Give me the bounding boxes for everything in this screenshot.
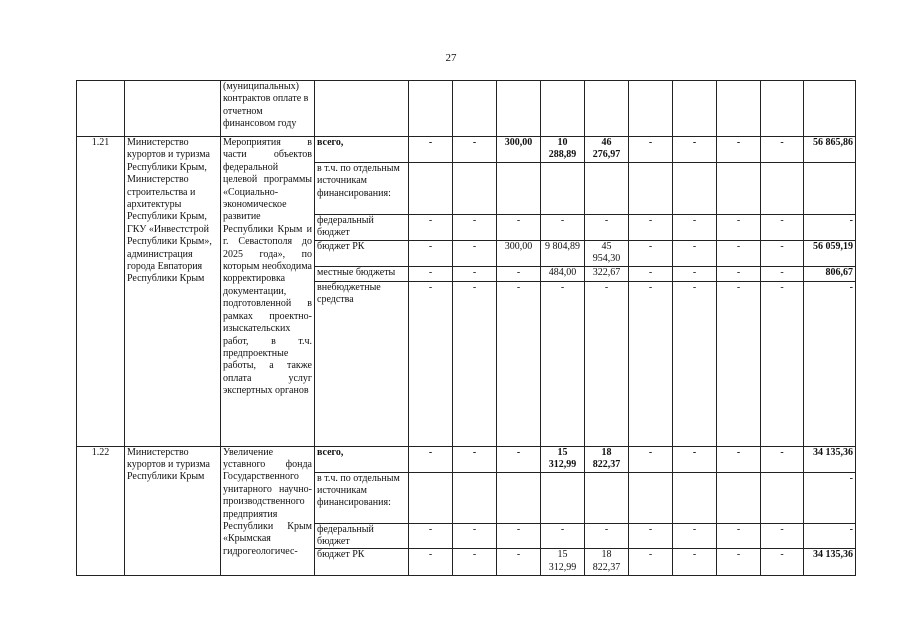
- value-cell: -: [409, 266, 453, 281]
- value-cell: -: [717, 137, 761, 163]
- value-cell: -: [585, 214, 629, 240]
- total-cell: 806,67: [804, 266, 856, 281]
- value-cell: -: [761, 446, 804, 472]
- value-cell: [541, 472, 585, 523]
- value-cell: -: [761, 214, 804, 240]
- value-cell: -: [453, 549, 497, 576]
- cell: [804, 81, 856, 137]
- value-cell: [761, 472, 804, 523]
- cell: [673, 81, 717, 137]
- cell: [629, 81, 673, 137]
- cell: [409, 81, 453, 137]
- value-cell: -: [453, 446, 497, 472]
- row-number: 1.22: [77, 446, 125, 576]
- value-cell: [541, 162, 585, 214]
- cell: [497, 81, 541, 137]
- value-cell: -: [453, 523, 497, 549]
- value-cell: -: [409, 446, 453, 472]
- value-cell: 484,00: [541, 266, 585, 281]
- value-cell: 15 312,99: [541, 446, 585, 472]
- value-cell: -: [629, 523, 673, 549]
- value-cell: -: [717, 549, 761, 576]
- value-cell: -: [629, 549, 673, 576]
- cell: [453, 81, 497, 137]
- value-cell: -: [409, 523, 453, 549]
- value-cell: -: [673, 137, 717, 163]
- value-cell: [761, 162, 804, 214]
- value-cell: -: [453, 240, 497, 266]
- value-cell: -: [673, 240, 717, 266]
- responsible-org-cell: Министерство курортов и туризма Республики Крым, Министерство строительства и архитектуры Республики Крым, ГКУ «Инвестстрой Республики Крым», администрация города Евпатория Республики Крым: [125, 137, 221, 447]
- value-cell: -: [629, 137, 673, 163]
- value-cell: -: [717, 214, 761, 240]
- value-cell: -: [409, 281, 453, 446]
- cell: [125, 81, 221, 137]
- total-cell: -: [804, 281, 856, 446]
- value-cell: [717, 162, 761, 214]
- value-cell: -: [497, 523, 541, 549]
- value-cell: -: [673, 281, 717, 446]
- value-cell: [453, 472, 497, 523]
- total-cell: -: [804, 523, 856, 549]
- value-cell: -: [409, 137, 453, 163]
- value-cell: [409, 162, 453, 214]
- value-cell: [453, 162, 497, 214]
- value-cell: -: [761, 523, 804, 549]
- value-cell: [673, 472, 717, 523]
- value-cell: -: [761, 281, 804, 446]
- activity-cell: Увеличение уставного фонда Государственного унитарного научно-производственного предприятия Республики Крым «Крымская гидрогеологичес-: [221, 446, 315, 576]
- value-cell: -: [673, 446, 717, 472]
- cell: [541, 81, 585, 137]
- total-cell: 34 135,36: [804, 549, 856, 576]
- total-cell: -: [804, 472, 856, 523]
- value-cell: -: [717, 266, 761, 281]
- value-cell: -: [761, 240, 804, 266]
- value-cell: -: [497, 214, 541, 240]
- total-cell: 56 865,86: [804, 137, 856, 163]
- row-number: 1.21: [77, 137, 125, 447]
- funding-source-cell: всего,: [315, 137, 409, 163]
- value-cell: -: [409, 214, 453, 240]
- total-cell: 34 135,36: [804, 446, 856, 472]
- cell: [585, 81, 629, 137]
- value-cell: -: [453, 281, 497, 446]
- value-cell: -: [717, 446, 761, 472]
- value-cell: -: [453, 214, 497, 240]
- value-cell: -: [673, 266, 717, 281]
- value-cell: 300,00: [497, 137, 541, 163]
- value-cell: 15 312,99: [541, 549, 585, 576]
- value-cell: -: [629, 281, 673, 446]
- table-row: [77, 137, 856, 163]
- value-cell: 322,67: [585, 266, 629, 281]
- value-cell: 18 822,37: [585, 446, 629, 472]
- value-cell: -: [717, 523, 761, 549]
- value-cell: 300,00: [497, 240, 541, 266]
- value-cell: 10 288,89: [541, 137, 585, 163]
- value-cell: -: [629, 214, 673, 240]
- value-cell: 46 276,97: [585, 137, 629, 163]
- value-cell: -: [497, 446, 541, 472]
- value-cell: [629, 472, 673, 523]
- funding-source-cell: в т.ч. по отдельным источникам финансирования:: [315, 472, 409, 523]
- value-cell: [673, 162, 717, 214]
- cell: [315, 81, 409, 137]
- value-cell: -: [717, 281, 761, 446]
- value-cell: -: [409, 240, 453, 266]
- value-cell: -: [673, 549, 717, 576]
- value-cell: [629, 162, 673, 214]
- total-cell: [804, 162, 856, 214]
- value-cell: -: [629, 240, 673, 266]
- value-cell: -: [673, 214, 717, 240]
- value-cell: [717, 472, 761, 523]
- value-cell: -: [541, 523, 585, 549]
- total-cell: 56 059,19: [804, 240, 856, 266]
- activity-cell: (муниципальных) контрактов оплате в отчетном финансовом году: [221, 81, 315, 137]
- funding-source-cell: внебюджетные средства: [315, 281, 409, 446]
- funding-source-cell: в т.ч. по отдельным источникам финансирования:: [315, 162, 409, 214]
- table-row: [77, 446, 856, 472]
- activity-cell: Мероприятия в части объектов федеральной целевой программы «Социально-экономическое развитие Республики Крым и г. Севастополя до 2025 года», по которым необходима корректировка документации, подготовленной в рамках проектно-изыскательских работ, в т.ч. предпроектные работы, а также оплата услуг экспертных органов: [221, 137, 315, 447]
- funding-source-cell: бюджет РК: [315, 240, 409, 266]
- funding-source-cell: федеральный бюджет: [315, 214, 409, 240]
- value-cell: 45 954,30: [585, 240, 629, 266]
- value-cell: [497, 472, 541, 523]
- funding-source-cell: бюджет РК: [315, 549, 409, 576]
- cell: [761, 81, 804, 137]
- value-cell: -: [541, 281, 585, 446]
- cell: [717, 81, 761, 137]
- table-row: [77, 81, 856, 137]
- value-cell: -: [717, 240, 761, 266]
- value-cell: -: [585, 523, 629, 549]
- funding-source-cell: всего,: [315, 446, 409, 472]
- value-cell: -: [761, 549, 804, 576]
- value-cell: -: [629, 266, 673, 281]
- value-cell: -: [497, 281, 541, 446]
- value-cell: -: [629, 446, 673, 472]
- budget-table: [76, 80, 856, 576]
- value-cell: 9 804,89: [541, 240, 585, 266]
- value-cell: -: [585, 281, 629, 446]
- page-number: 27: [445, 52, 457, 64]
- funding-source-cell: федеральный бюджет: [315, 523, 409, 549]
- value-cell: 18 822,37: [585, 549, 629, 576]
- value-cell: [409, 472, 453, 523]
- responsible-org-cell: Министерство курортов и туризма Республики Крым: [125, 446, 221, 576]
- value-cell: -: [761, 266, 804, 281]
- value-cell: -: [453, 266, 497, 281]
- value-cell: [585, 162, 629, 214]
- value-cell: -: [673, 523, 717, 549]
- value-cell: [497, 162, 541, 214]
- value-cell: -: [541, 214, 585, 240]
- value-cell: -: [497, 266, 541, 281]
- cell: [77, 81, 125, 137]
- value-cell: -: [761, 137, 804, 163]
- value-cell: -: [453, 137, 497, 163]
- value-cell: -: [409, 549, 453, 576]
- total-cell: -: [804, 214, 856, 240]
- funding-source-cell: местные бюджеты: [315, 266, 409, 281]
- value-cell: [585, 472, 629, 523]
- value-cell: -: [497, 549, 541, 576]
